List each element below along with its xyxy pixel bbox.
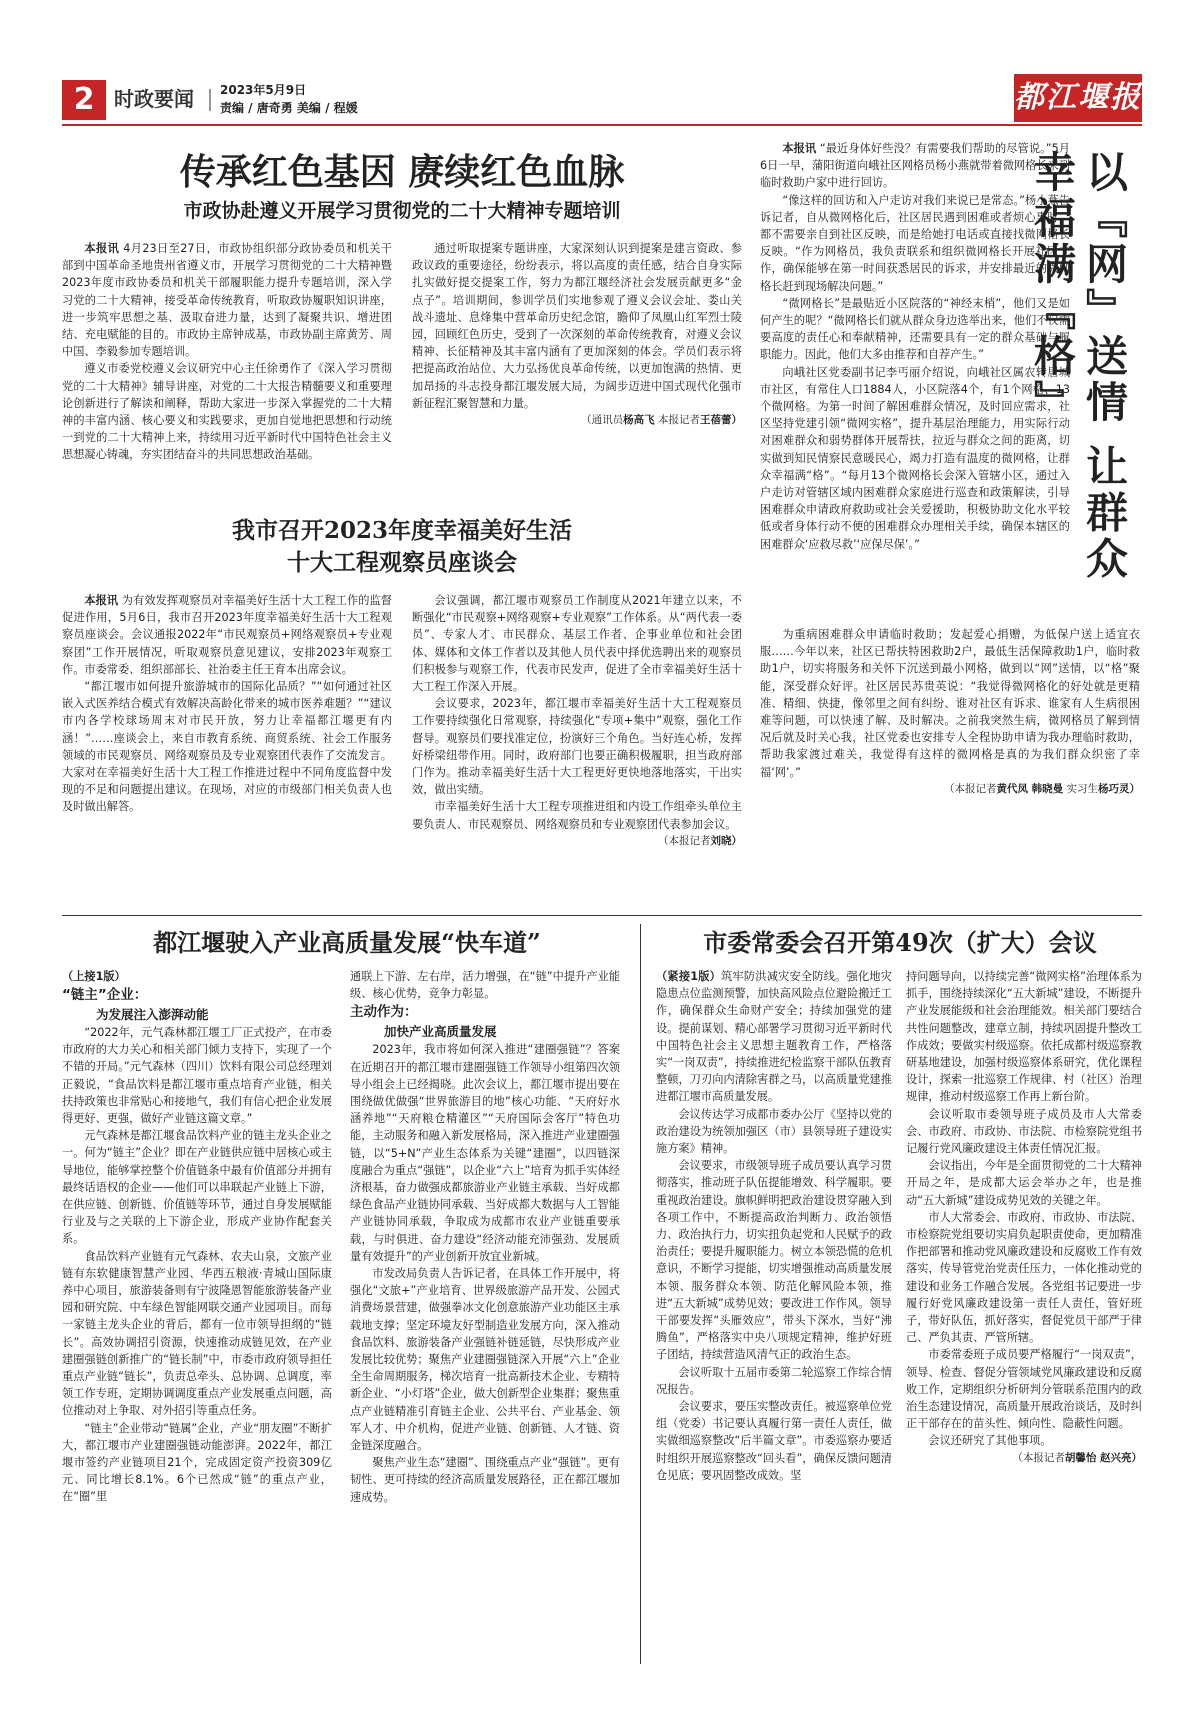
article3-paragraph: 向峨社区党委副书记李丐丽介绍说，向峨社区属农转居城市社区，有常住人口1884人，小区院落4个，有1个网格、13个微网格。为第一时间了解困难群众情况，及时回应需求，社区坚持党建引领“微网实格”，提升基层治理能力，用实际行动对困难群众和弱势群体开展帮扶，拉近与群众之间的距离，切实做到知民情察民意暖民心，竭力打造有温度的微网格，让群众幸福满“格”。“每月13个微网格长会深入管辖小区，通过入户走访对管辖区域内困难群众家庭进行巡查和政策解读，引导困难群众申请政府救助或社会关爱援助，积极协助文化水平较低或者身体行动不便的困难群众办理相关手续，确保本辖区的困难群众‘应救尽救’‘应保尽保’。”	[760, 365, 1070, 551]
article5-col1	[656, 968, 892, 1668]
article1-subtitle: 市政协赴遵义开展学习贯彻党的二十大精神专题培训	[183, 200, 621, 222]
article1-byline: （通讯员杨高飞 本报记者王蓓蕾）	[581, 414, 742, 427]
lede-tag: 本报讯	[782, 142, 817, 155]
article2-byline: （本报记者刘晓）	[658, 834, 742, 847]
article5-title: 市委常委会召开第49次（扩大）会议	[703, 928, 1097, 957]
article3-paragraph: “微网格长”是最贴近小区院落的“神经末梢”，他们又是如何产生的呢？“微网格长们就从群众身边选举出来，他们不仅需要高度的责任心和奉献精神，还需要具有一定的群众基础与履职能力。因此，他们大多由推荐和自荐产生。”	[760, 296, 1070, 362]
article1-paragraph: 遵义市委党校遵义会议研究中心主任徐勇作了《深入学习贯彻党的二十大精神》辅导讲座，对党的二十大报告精髓要义和重要理论创新进行了解读和阐释，帮助大家进一步深入掌握党的二十大精神的丰富内涵、核心要义和实践要求，更加自觉地把思想和行动统一到党的二十大精神上来，持续用习近平新时代中国特色社会主义思想凝心铸魂，夯实团结奋斗的共同思想政治基础。	[62, 362, 392, 462]
article5-byline: （本报记者胡馨怡 赵兴亮）	[1012, 1451, 1142, 1464]
header-rule	[62, 124, 1142, 126]
article2-paragraph: 本报讯 为有效发挥观察员对幸福美好生活十大工程工作的监督促进作用，5月6日，我市召开2023年度幸福美好生活十大工程观察员座谈会。会议通报2022年“市民观察员+网络观察员+专业观察团”工作开展情况，听取观察员意见建议，安排2023年观察工作。市委常委、组织部部长、社治委主任王育本出席会议。	[62, 594, 392, 676]
article1-paragraph: 本报讯 4月23日至27日，市政协组织部分政协委员和机关干部到中国革命圣地贵州省遵义市，开展学习贯彻党的二十大精神暨2023年度市政协委员和机关干部履职能力提升专题培训，深入学习党的二十大精神，接受革命传统教育，听取政协履职知识讲座，进一步筑牢思想之基、汲取奋进力量，达到了凝聚共识、增进团结、充电赋能的目的。市政协主席钟成基，市政协副主席黄芳、周中国、李毅参加专题培训。	[62, 242, 392, 359]
article4-subhead: 加快产业高质量发展	[384, 1024, 497, 1040]
article1-title: 传承红色基因 赓续红色血脉	[179, 151, 625, 193]
article3-byline: （本报记者黄代凤 韩晓曼 实习生杨巧灵）	[944, 782, 1140, 795]
article4-title: 都江堰驶入产业高质量发展“快车道”	[153, 928, 541, 957]
article2-paragraph: 会议强调，都江堰市观察员工作制度从2021年建立以来，不断强化“市民观察+网络观察+专业观察”工作体系。从“两代表一委员”、专家人才、市民群众、基层工作者、企事业单位和社会团体、媒体和文体工作者以及其他人员代表中择优选聘出来的观察员们积极参与观察工作，代表市民发声，促进了全市幸福美好生活十大工程工作深入开展。	[412, 594, 742, 694]
issue-date: 2023年5月9日	[220, 83, 307, 97]
article5-paragraph: （紧接1版）筑牢防洪减灾安全防线。强化地灾隐患点位监测预警，加快高风险点位避险搬迁工作，确保群众生命财产安全；持续加强党的建设。提前谋划、精心部署学习贯彻习近平新时代中国特色社会主义思想主题教育工作，严格落实“一岗双责”，持续推进纪检监察干部队伍教育整顿，刀刃向内清除害群之马，以高质量党建推进都江堰市高质量发展。	[656, 970, 892, 1104]
newspaper-logo: 都江堰报	[1014, 74, 1142, 122]
continued-note: （紧接1版）	[656, 970, 722, 983]
article3-paragraph: 本报讯 “最近身体好些没？有需要我们帮助的尽管说。”5月6日一早，蒲阳街道向峨社区网格员杨小燕就带着微网格长来到临时救助户家中进行回访。	[760, 142, 1070, 190]
article2-paragraph: 市幸福美好生活十大工程专项推进组和内设工作组牵头单位主要负责人、市民观察员、网络观察员和专业观察团代表参加会议。	[412, 800, 742, 831]
article2-col2	[412, 592, 742, 912]
article5-paragraph: 会议传达学习成都市委办公厅《坚持以党的政治建设为统领加强区（市）县领导班子建设实施方案》精神。	[656, 1107, 892, 1156]
header-divider	[209, 89, 211, 111]
article1-paragraph: 通过听取提案专题讲座，大家深刻认识到提案是建言资政、参政议政的重要途径，纷纷表示，将以高度的责任感，结合自身实际扎实做好提交提案工作，努力为都江堰经济社会发展贡献更多“金点子”。培训期间，参训学员们实地参观了遵义会议会址、娄山关战斗遗址、息烽集中营革命历史纪念馆，瞻仰了凤凰山红军烈士陵园，回顾红色历史，受到了一次深刻的革命传统教育，对遵义会议精神、长征精神及其丰富内涵有了更加深刻的体会。学员们表示将把提高政治站位、大力弘扬优良革命传统，以更加饱满的热情、更加昂扬的斗志投身都江堰发展大局，为阔步迈进中国式现代化强市新征程汇聚智慧和力量。	[412, 242, 742, 410]
section-name: 时政要闻	[114, 87, 194, 111]
article4-paragraph: 元气森林是都江堰食品饮料产业的链主龙头企业之一。何为“链主”企业？即在产业链供应链中居核心或主导地位，能够掌控整个价值链条中最有价值部分并拥有最终话语权的企业——他们可以串联起产业链上下游，在供应链、创新链、价值链等环节，通过自身发展赋能行业及与之关联的上下游企业，形成产业协作配套关系。	[62, 1129, 332, 1246]
article1-col2	[412, 240, 742, 505]
article5-paragraph: 会议听取市委领导班子成员及市人大常委会、市政府、市政协、市法院、市检察院党组书记履行党风廉政建设主体责任情况汇报。	[906, 1107, 1142, 1156]
masthead	[62, 80, 1142, 120]
column-divider	[640, 924, 641, 1664]
article4-col2	[350, 968, 620, 1668]
article4-subhead: “链主”企业：	[62, 987, 148, 1003]
article3-col2	[760, 626, 1140, 911]
article4-subhead: 为发展注入澎湃动能	[96, 1007, 209, 1022]
article5-paragraph: 会议要求，要压实整改责任。被巡察单位党组（党委）书记要认真履行第一责任人责任，做实做细巡察整改“后半篇文章”。市委巡察办要适时组织开展巡察整改“回头看”，确保反馈问题清仓见底；要巩固整改成效。坚	[656, 1400, 892, 1482]
article4-paragraph: 通联上下游、左右岸，活力增强，在“链”中提升产业能级、核心优势，竞争力彰显。	[350, 970, 620, 1001]
lede-tag: 本报讯	[84, 242, 120, 255]
article1-col1	[62, 240, 392, 500]
article2-paragraph: 会议要求，2023年，都江堰市幸福美好生活十大工程观察员工作要持续强化日常观察，持续强化“专项+集中”观察，强化工作督导。观察员们要找准定位，扮演好三个角色。当好连心桥，发挥好桥梁纽带作用。同时，政府部门也要正确积极履职，担当政府部门作为。推动幸福美好生活十大工程更好更快地落地落实，干出实效，做出实绩。	[412, 697, 742, 797]
article3-paragraph: 为重病困难群众申请临时救助；发起爱心捐赠，为低保户送上适宜衣服……今年以来，社区已帮扶特困救助2户，最低生活保障救助1户，临时救助1户，切实将服务和关怀下沉送到最小网格，做到以“网”送情，以“格”聚能，深受群众好评。社区居民苏贵英说：“我觉得微网格化的好处就是更精准、精细、快捷，像邻里之间有纠纷、谁对社区有诉求、谁家有人生病很困难等问题，可以快速了解、及时解决。之前我突然生病，微网格员了解到情况后就及时关心我，社区党委也安排专人全程协助申请为我办理临时救助，帮助我家渡过难关，我觉得有这样的微网格是真的为我们群众织密了幸福‘网’。”	[760, 628, 1140, 779]
article3-vertical-title: 以『网』送情 让群众幸福满『格』	[1028, 150, 1129, 583]
article4-paragraph: 聚焦产业生态“建圈”、围绕重点产业“强链”。更有韧性、更可持续的经济高质量发展路径，正在都江堰加速成势。	[350, 1456, 620, 1504]
article4-paragraph: “链主”企业带动“链属”企业，产业“朋友圈”不断扩大，都江堰市产业建圈强链动能澎湃。2022年，都江堰市签约产业链项目21个，完成固定资产投资309亿元、同比增长8.1%。6个已然成“链”的重点产业，在“圈”里	[62, 1421, 332, 1504]
article2-title-line1: 我市召开2023年度幸福美好生活	[231, 517, 572, 544]
article5-paragraph: 会议还研究了其他事项。	[928, 1434, 1052, 1448]
article5-paragraph: 会议听取十五届市委第二轮巡察工作综合情况报告。	[656, 1365, 892, 1396]
article3-paragraph: “像这样的回访和入户走访对我们来说已是常态。”杨小燕告诉记者，自从微网格化后，社区居民遇到困难或者烦心事时，都不需要亲自到社区反映，而是给她打电话或直接找微网格长反映。“作为网格员，我负责联系和组织微网格长开展社区工作，确保能够在第一时间获悉居民的诉求，并安排最近的微网格长赶到现场解决问题。”	[760, 193, 1070, 293]
article4-paragraph: 市发改局负责人告诉记者，在具体工作开展中，将强化“文旅+”产业培育、世界级旅游产品开发、公园式消费场景营建，做强拳冰文化创意旅游产业功能区主承载地支撑；坚定环境友好型制造业发展方向，深入推动食品饮料、旅游装备产业强链补链延链，尽快形成产业发展比较优势；聚焦产业建圈强链深入开展“六上”企业全生命周期服务，梯次培育一批高新技术企业、专精特新企业、“小灯塔”企业，做大创新型企业集群；聚焦重点产业链精准引育链主企业、公共平台、产业基金、领军人才、中介机构，促进产业链、创新链、人才链、资金链深度融合。	[350, 1267, 620, 1453]
article4-paragraph: 2023年，我市将如何深入推进“建圈强链”？答案在近期召开的都江堰市建圈强链工作领导小组第四次领导小组会上已经揭晓。此次会议上，都江堰市提出要在围绕做优做强“世界旅游目的地”核心功能、“天府好水涵养地”“天府粮仓精灌区”“天府国际会客厅”特色功能，主动服务和融入新发展格局，深入推进产业建圈强链，以“5+N”产业生态体系为关键“建圈”，以四链深度融合为重点“强链”，以企业“六上”培育为抓手实体经济根基，奋力做强成都旅游业产业链主承载、当好成都绿色食品产业链协同承载、当好成都大数据与人工智能产业链协同承载，争取成为成都市农业产业链重要承载，与时俱进、奋力建设“经济动能充沛强劲、发展质量有效提升”的产业创新开放宜业新城。	[350, 1043, 620, 1263]
article2-title-line2: 十大工程观察员座谈会	[287, 549, 517, 576]
editor-credits: 责编 / 唐奇勇 美编 / 程媛	[220, 101, 358, 115]
continued-note: （上接1版）	[62, 970, 126, 983]
article5-paragraph: 市人大常委会、市政府、市政协、市法院、市检察院党组要切实肩负起职责使命，更加精准作把部署和推动党风廉政建设和反腐败工作有效落实，传导管党治党责任压力，一体化推动党的建设和业务工作融合发展。各党组书记要进一步履行好党风廉政建设第一责任人责任，管好班子，带好队伍，抓好落实，督促党员干部严于律己、严负其责、严管所辖。	[906, 1210, 1142, 1345]
article5-paragraph: 会议要求，市级领导班子成员要认真学习贯彻落实，推动班子队伍提能增效、科学履职。要重视政治建设。旗帜鲜明把政治建设贯穿融入到各项工作中，不断提高政治判断力、政治领悟力、政治执行力，切实扭负起党和人民赋予的政治责任；要提升履职能力。树立本领恐慌的危机意识，不断学习提能，切实增强推动高质量发展本领、服务群众本领、防范化解风险本领，推进“五大新城”成势见效；要改进工作作风。领导干部要发挥“头雁效应”，带头下深水，当好“沸腾鱼”，严格落实中央八项规定精神，维护好班子团结，持续营造风清气正的政治生态。	[656, 1159, 892, 1362]
article4-subhead: 主动作为：	[350, 1004, 418, 1021]
article2-paragraph: “都江堰市如何提升旅游城市的国际化品质？”“如何通过社区嵌入式医养结合模式有效解决高龄化带来的城市医养难题？”“建议市内各学校球场周末对市民开放，努力让幸福都江堰更有内涵！”……座谈会上，来自市教育系统、商贸系统、社会工作服务领域的市民观察员、网络观察员及专业观察团代表作了交流发言。大家对在幸福美好生活十大工程工作推进过程中不同角度监督中发现的不足和问题提出建议。在现场，对应的市级部门相关负责人也及时做出解答。	[62, 680, 392, 814]
article5-paragraph: 市委常委班子成员要严格履行“一岗双责”，领导、检查、督促分管领域党风廉政建设和反腐败工作，定期组织分析研判分管联系范围内的政治生态建设情况，高质量开展政治谈话，及时纠正干部存在的苗头性、倾向性、隐蔽性问题。	[906, 1348, 1142, 1431]
section-divider	[62, 915, 1142, 916]
page-number: 2	[62, 80, 106, 120]
article2-col1	[62, 592, 392, 912]
article4-paragraph: “2022年，元气森林都江堰工厂正式投产，在市委市政府的大力关心和相关部门倾力支持下，实现了一个不错的开局。”元气森林（四川）饮料有限公司总经理刘正毅说，“食品饮料是都江堰市重点培育产业链，相关扶持政策也非常贴心和接地气，我们有信心把企业发展得更好、更强，做好产业链这篇文章。”	[62, 1026, 332, 1126]
article4-col1	[62, 968, 332, 1668]
article5-paragraph: 持问题导向，以持续完善“微网实格”治理体系为抓手，围绕持续深化“五大新城”建设，不断提升产业发展能级和社会治理能效。相关部门要结合共性问题整改，建章立制，持续巩固提升整改工作成效；要做实村级巡察。依托成都村级巡察教研基地建设，加强村级巡察体系研究，优化课程设计，探索一批巡察工作规律、村（社区）治理规律，推动村级巡察工作再上新台阶。	[906, 970, 1142, 1104]
article5-col2	[906, 968, 1142, 1668]
article4-paragraph: 食品饮料产业链有元气森林、农夫山泉，文旅产业链有东软健康智慧产业园、华西五粮液·青城山国际康养中心项目，旅游装备则有宁波隆恩智能旅游装备产业园和研究院、中车绿色智能网联交通产业园项目。而每一家链主龙头企业的背后，都有一位市领导担纲的“链长”。高效协调招引资源，快速推动成链见效，在产业建圈强链创新推广的“链长制”中，市委市政府领导担任重点产业链“链长”，负责总牵头、总协调、总调度，率领工作专班，定期协调调度重点产业发展重点问题，高位推动对上争取、对外招引等重点任务。	[62, 1249, 332, 1418]
article5-paragraph: 会议指出，今年是全面贯彻党的二十大精神开局之年，是成都大运会举办之年，也是推动“五大新城”建设成势见效的关键之年。	[906, 1159, 1142, 1207]
lede-tag: 本报讯	[84, 594, 119, 607]
article3-col1	[760, 140, 1070, 620]
